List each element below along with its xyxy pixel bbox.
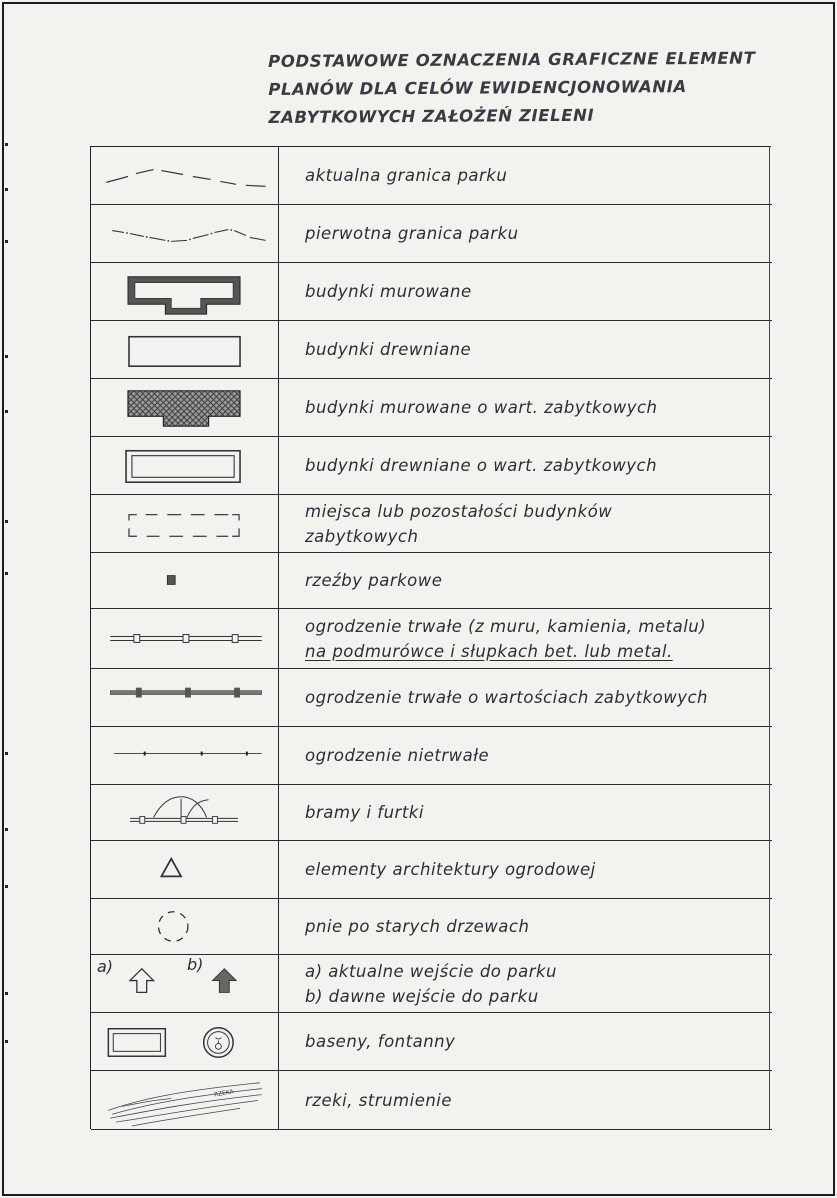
margin-mark <box>5 520 8 523</box>
old-tree-stump-icon <box>91 899 279 954</box>
margin-mark <box>5 992 8 995</box>
description-line: ogrodzenie trwałe (z muru, kamienia, metalu) <box>305 616 707 636</box>
symbol-description <box>305 263 766 320</box>
margin-mark <box>5 410 8 413</box>
symbol-description <box>305 147 766 204</box>
description-line: miejsca lub pozostałości budynków <box>305 501 613 521</box>
symbol-description <box>305 669 766 726</box>
masonry-building-icon <box>91 263 279 320</box>
description-line: budynki murowane <box>305 282 472 301</box>
symbol-cell <box>91 955 279 1012</box>
symbol-cell <box>91 1071 279 1129</box>
symbol-description <box>305 205 766 262</box>
margin-mark <box>5 752 8 755</box>
description-line: pierwotna granica parku <box>305 224 519 243</box>
symbol-description <box>305 899 766 954</box>
symbol-cell <box>91 785 279 840</box>
legend-row <box>91 785 772 841</box>
legend-table <box>90 146 771 1129</box>
symbol-cell <box>91 147 279 204</box>
symbol-description <box>305 437 766 494</box>
park-sculpture-icon <box>91 553 279 608</box>
symbol-description <box>305 1013 766 1070</box>
symbol-description <box>305 609 766 668</box>
legend-row <box>91 379 772 437</box>
title-line-3: ZABYTKOWYCH ZAŁOŻEŃ ZIELENI <box>268 105 595 127</box>
symbol-description <box>305 495 766 552</box>
symbol-description <box>305 785 766 840</box>
description-line: na podmurówce i słupkach bet. lub metal. <box>305 641 673 661</box>
description-line: elementy architektury ogrodowej <box>305 860 596 879</box>
description-line: zabytkowych <box>305 526 419 546</box>
garden-architecture-triangle-icon <box>91 841 279 898</box>
legend-row <box>91 263 772 321</box>
symbol-description <box>305 1071 766 1129</box>
pools-fountains-icon <box>91 1013 279 1070</box>
symbol-cell <box>91 379 279 436</box>
historic-wooden-building-icon <box>91 437 279 494</box>
symbol-cell <box>91 321 279 378</box>
description-line: rzeki, strumienie <box>305 1090 453 1110</box>
symbol-cell <box>91 205 279 262</box>
dashed-boundary-line-icon <box>91 147 279 204</box>
wooden-building-icon <box>91 321 279 378</box>
symbol-description <box>305 955 766 1012</box>
rivers-streams-icon <box>91 1071 279 1129</box>
symbol-cell <box>91 669 279 726</box>
description-line: pnie po starych drzewach <box>305 917 530 936</box>
symbol-description <box>305 727 766 784</box>
label-a: a) <box>97 957 114 976</box>
margin-mark <box>5 355 8 358</box>
document-title <box>268 44 829 132</box>
symbol-cell <box>91 1013 279 1070</box>
symbol-description <box>305 553 766 608</box>
former-building-remains-icon <box>91 495 279 552</box>
legend-row <box>91 553 772 609</box>
description-line: bramy i furtki <box>305 803 424 822</box>
historic-masonry-building-icon <box>91 379 279 436</box>
symbol-cell <box>91 553 279 608</box>
description-line: ogrodzenie nietrwałe <box>305 746 490 765</box>
margin-mark <box>5 828 8 831</box>
margin-mark <box>5 240 8 243</box>
title-line-1: PODSTAWOWE OZNACZENIA GRAFICZNE ELEMENT <box>268 48 756 71</box>
symbol-cell <box>91 899 279 954</box>
label-b: b) <box>187 955 204 974</box>
symbol-cell <box>91 437 279 494</box>
dash-dot-boundary-line-icon <box>91 205 279 262</box>
permanent-fence-icon <box>91 609 279 668</box>
symbol-cell <box>91 609 279 668</box>
legend-row <box>91 1013 772 1071</box>
legend-row <box>91 147 772 205</box>
margin-mark <box>5 143 8 146</box>
entrance-arrows-icon <box>91 955 279 1012</box>
legend-row <box>91 955 772 1013</box>
legend-row <box>91 609 772 669</box>
legend-row <box>91 727 772 785</box>
symbol-cell <box>91 495 279 552</box>
symbol-description <box>305 379 766 436</box>
symbol-cell <box>91 841 279 898</box>
description-line: b) dawne wejście do parku <box>305 986 539 1006</box>
description-line: baseny, fontanny <box>305 1032 456 1051</box>
temporary-fence-icon <box>91 727 279 784</box>
legend-row <box>91 205 772 263</box>
margin-mark <box>5 572 8 575</box>
description-line: budynki murowane o wart. zabytkowych <box>305 398 658 417</box>
symbol-cell <box>91 727 279 784</box>
legend-row <box>91 841 772 899</box>
symbol-cell <box>91 263 279 320</box>
legend-row <box>91 899 772 955</box>
description-line: rzeźby parkowe <box>305 571 443 590</box>
legend-row <box>91 495 772 553</box>
legend-row <box>91 1071 772 1130</box>
symbol-description <box>305 841 766 898</box>
description-line: ogrodzenie trwałe o wartościach zabytkowych <box>305 688 709 707</box>
legend-row <box>91 669 772 727</box>
margin-mark <box>5 885 8 888</box>
description-line: a) aktualne wejście do parku <box>305 961 558 981</box>
gates-and-wickets-icon <box>91 785 279 840</box>
margin-mark <box>5 1040 8 1043</box>
title-line-2: PLANÓW DLA CELÓW EWIDENCJONOWANIA <box>268 77 687 99</box>
historic-permanent-fence-icon <box>91 669 279 726</box>
symbol-description <box>305 321 766 378</box>
table-right-edge <box>769 146 770 1129</box>
river-label: RZEKA <box>213 1089 235 1099</box>
description-line: budynki drewniane <box>305 340 472 359</box>
description-line: budynki drewniane o wart. zabytkowych <box>305 456 658 475</box>
legend-row <box>91 437 772 495</box>
margin-mark <box>5 188 8 191</box>
description-line: aktualna granica parku <box>305 166 508 185</box>
legend-row <box>91 321 772 379</box>
